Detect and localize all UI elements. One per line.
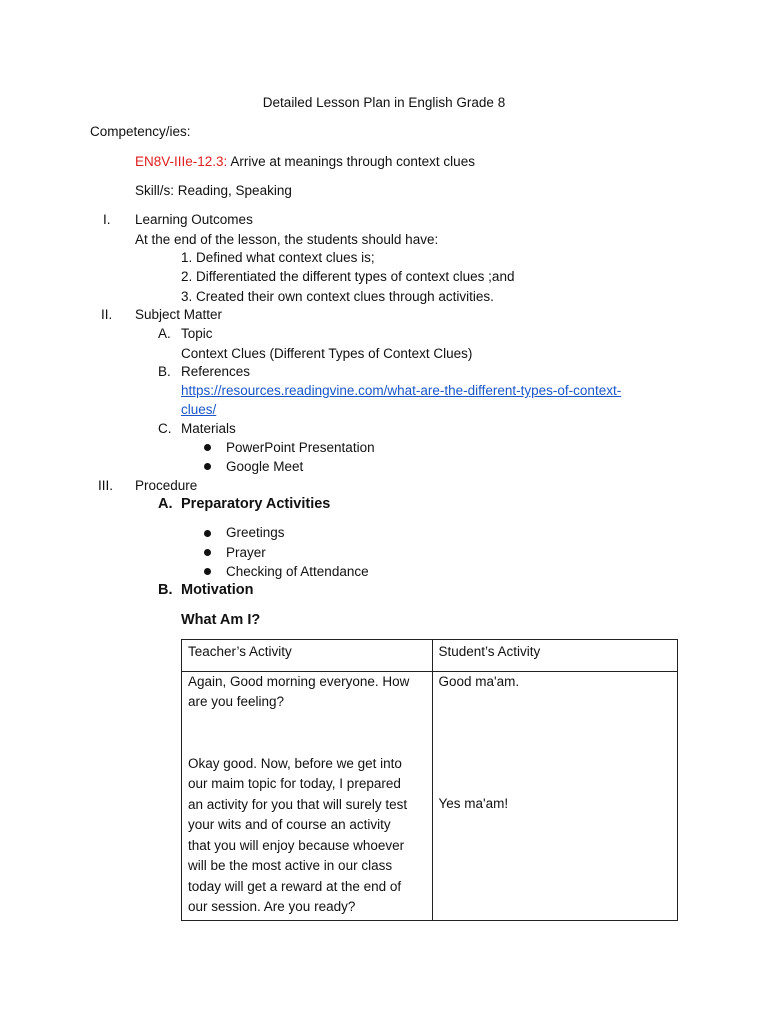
teacher-line: our session. Are you ready?: [188, 899, 356, 914]
prep-item: Greetings: [226, 525, 285, 540]
reference-link[interactable]: https://resources.readingvine.com/what-are-the-different-types-of-context-: [181, 383, 622, 398]
competency-line: [135, 153, 475, 171]
activity-table: [181, 639, 678, 921]
prep-item: Checking of Attendance: [226, 564, 369, 579]
teacher-line: an activity for you that will surely test: [188, 796, 408, 812]
section-1-number: I.: [103, 212, 111, 227]
student-response: Yes ma'am!: [438, 796, 509, 811]
bullet-icon: [204, 463, 211, 470]
motivation-heading: Motivation: [181, 582, 254, 598]
material-item: Google Meet: [226, 459, 304, 474]
topic-letter: A.: [158, 326, 171, 341]
section-1-title: Learning Outcomes: [135, 212, 253, 227]
teacher-line: that you will enjoy because whoever: [188, 837, 405, 853]
bullet-icon: [204, 444, 211, 451]
materials-letter: C.: [158, 421, 172, 436]
teacher-line: Okay good. Now, before we get into: [188, 755, 402, 771]
preparatory-letter: A.: [158, 496, 173, 512]
topic-text: Context Clues (Different Types of Context Clues): [181, 346, 473, 361]
motivation-letter: B.: [158, 582, 173, 598]
teacher-activity-header: Teacher’s Activity: [182, 640, 433, 672]
teacher-line: Again, Good morning everyone. How: [188, 673, 410, 689]
teacher-line: your wits and of course an activity: [188, 817, 391, 832]
prep-item: Prayer: [226, 545, 266, 560]
student-activity-header: Student’s Activity: [432, 640, 678, 672]
outcome-item: 2. Differentiated the different types of context clues ;and: [181, 269, 515, 284]
section-3-title: Procedure: [135, 478, 198, 493]
outcome-item: 3. Created their own context clues through activities.: [181, 289, 494, 304]
teacher-line: today will get a reward at the end of: [188, 878, 402, 894]
topic-heading: Topic: [181, 326, 213, 341]
teacher-line: our maim topic for today, I prepared: [188, 776, 401, 791]
table-header-row: [182, 640, 678, 672]
student-activity-cell: [432, 671, 678, 920]
teacher-line: will be the most active in our class: [188, 858, 393, 873]
section-3-number: III.: [98, 478, 114, 493]
activity-title: What Am I?: [181, 612, 261, 628]
reference-link-continued[interactable]: clues/: [181, 402, 217, 417]
references-letter: B.: [158, 364, 171, 379]
references-heading: References: [181, 364, 251, 379]
table-row: [182, 671, 678, 920]
page-title: Detailed Lesson Plan in English Grade 8: [262, 95, 506, 110]
preparatory-heading: Preparatory Activities: [181, 496, 331, 512]
outcome-item: 1. Defined what context clues is;: [181, 250, 375, 265]
student-response: Good ma'am.: [438, 673, 520, 689]
competency-text: Arrive at meanings through context clues: [227, 154, 475, 169]
skills-line: Skill/s: Reading, Speaking: [135, 183, 292, 198]
bullet-icon: [204, 549, 211, 556]
teacher-line: are you feeling?: [188, 694, 285, 709]
competency-code: EN8V-IIIe-12.3:: [135, 154, 228, 169]
competency-label: Competency/ies:: [90, 124, 191, 139]
section-2-title: Subject Matter: [135, 307, 223, 322]
section-2-number: II.: [101, 307, 113, 322]
section-1-intro: At the end of the lesson, the students should have:: [135, 232, 439, 247]
teacher-activity-cell: [182, 671, 433, 920]
bullet-icon: [204, 530, 211, 537]
material-item: PowerPoint Presentation: [226, 440, 375, 455]
materials-heading: Materials: [181, 421, 236, 436]
bullet-icon: [204, 568, 211, 575]
